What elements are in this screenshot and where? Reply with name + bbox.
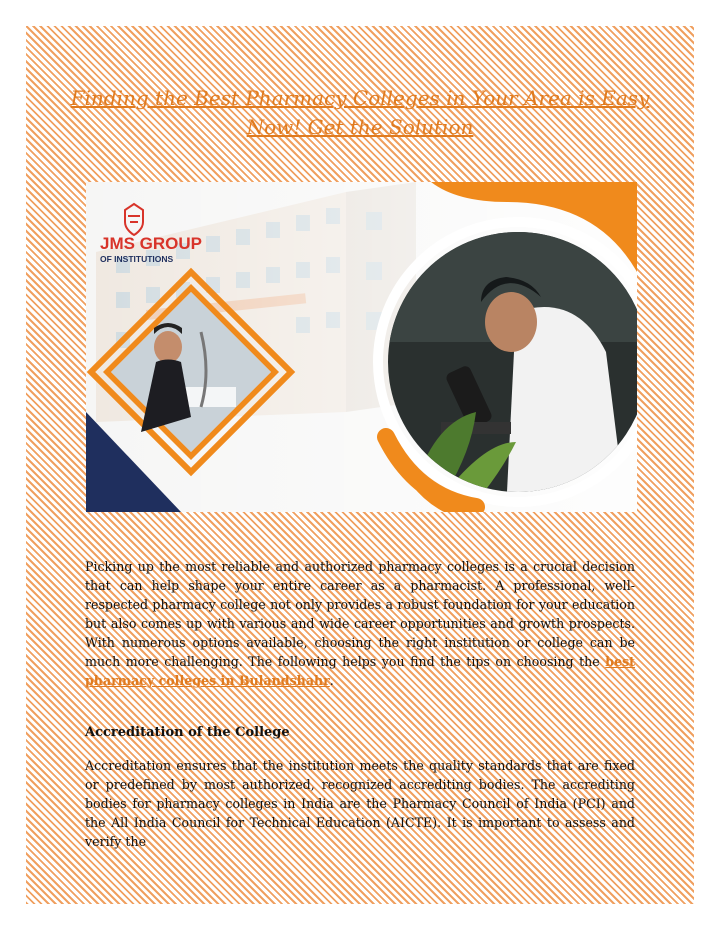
hero-image <box>86 182 637 512</box>
intro-text: Picking up the most reliable and authorized pharmacy colleges is a crucial decision that can help shape your entire career as a pharmacist. A professional, well-respected pharmacy college not only provides a robust foundation for your education but also comes up with various and wide career opportunities and growth prospects. With numerous options available, choosing the right institution or college can be much more challenging. The following helps you find the tips on choosing the <box>85 559 635 669</box>
section-heading-accreditation: Accreditation of the College <box>85 725 290 740</box>
accreditation-paragraph: Accreditation ensures that the institution meets the quality standards that are fixed or predefined by most authorized, recognized accrediting bodies. The accrediting bodies for pharmacy colleges in India are the Pharmacy Council of India (PCI) and the All India Council for Technical Education (AICTE). It is important to assess and verify the <box>85 758 635 849</box>
intro-paragraph <box>85 557 635 690</box>
intro-text-end: . <box>329 673 334 688</box>
logo-subtitle: OF INSTITUTIONS <box>100 254 174 264</box>
logo-title: JMS GROUP <box>100 234 203 253</box>
best-pharmacy-colleges-link[interactable]: best pharmacy colleges in Bulandshahr <box>85 654 635 688</box>
document-title: Finding the Best Pharmacy Colleges in Your Area is Easy Now! Get the Solution <box>70 86 650 139</box>
hero-illustration <box>86 182 637 512</box>
